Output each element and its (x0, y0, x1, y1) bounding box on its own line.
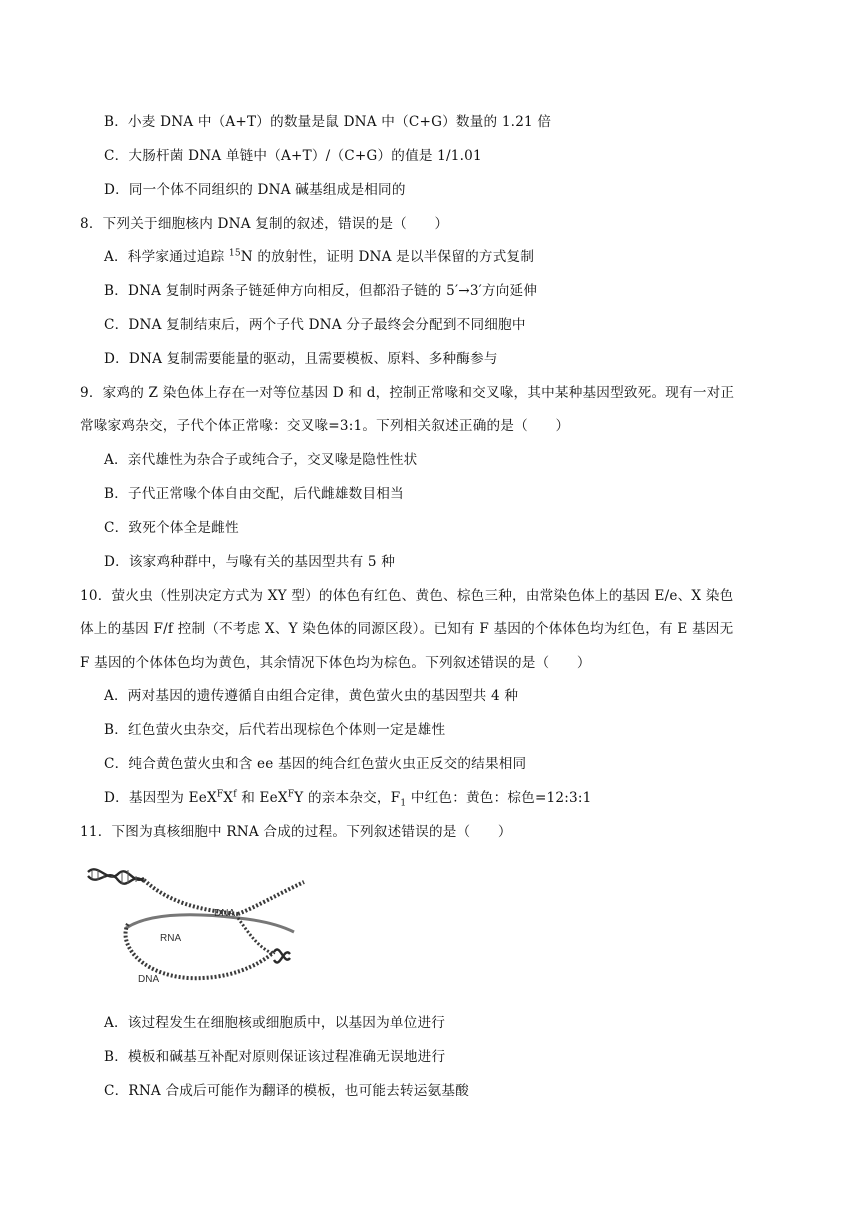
question-8-stem: 8．下列关于细胞核内 DNA 复制的叙述，错误的是（ ） (80, 216, 449, 232)
q11-option-b: B．模板和碱基互补配对原则保证该过程准确无误地进行 (104, 1049, 446, 1065)
transcription-diagram (78, 862, 308, 992)
question-10-stem-line3: F 基因的个体体色均为黄色，其余情况下体色均为棕色。下列叙述错误的是（ ） (80, 655, 591, 671)
q7-option-b: B．小麦 DNA 中（A+T）的数量是鼠 DNA 中（C+G）数量的 1.21 倍 (104, 114, 552, 130)
q11-option-a: A．该过程发生在细胞核或细胞质中，以基因为单位进行 (104, 1015, 446, 1031)
q8-option-b: B．DNA 复制时两条子链延伸方向相反，但都沿子链的 5′→3′方向延伸 (104, 283, 538, 299)
rna-label: RNA (160, 933, 182, 944)
dna-helix-left (88, 869, 144, 884)
q9-option-d: D．该家鸡种群中，与喙有关的基因型共有 5 种 (104, 554, 396, 570)
q11-option-c: C．RNA 合成后可能作为翻译的模板，也可能去转运氨基酸 (104, 1083, 469, 1099)
dna-helix-right (274, 950, 290, 963)
rna-strand (126, 915, 294, 932)
q7-option-d: D．同一个体不同组织的 DNA 碱基组成是相同的 (104, 182, 406, 198)
q10-option-b: B．红色萤火虫杂交，后代若出现棕色个体则一定是雄性 (104, 722, 446, 738)
q10-option-a: A．两对基因的遗传遵循自由组合定律，黄色萤火虫的基因型共 4 种 (104, 688, 519, 704)
q8-option-c: C．DNA 复制结束后，两个子代 DNA 分子最终会分配到不同细胞中 (104, 317, 526, 333)
q8-option-d: D．DNA 复制需要能量的驱动，且需要模板、原料、多种酶参与 (104, 351, 498, 367)
question-10-stem-line2: 体上的基因 F/f 控制（不考虑 X、Y 染色体的同源区段）。已知有 F 基因的个体体色均为红色，有 E 基因无 (80, 621, 734, 637)
question-10-stem-line1: 10．萤火虫（性别决定方式为 XY 型）的体色有红色、黄色、棕色三种，由常染色体上的基因 E/e、X 染色 (80, 588, 734, 604)
q7-option-c: C．大肠杆菌 DNA 单链中（A+T）/（C+G）的值是 1/1.01 (104, 148, 482, 164)
q8-option-a: A．科学家通过追踪 $^{15}$N 的放射性，证明 DNA 是以半保留的方式复制 (104, 248, 535, 265)
dna-label-top: DNA (214, 908, 236, 919)
question-9-stem-line1: 9．家鸡的 Z 染色体上存在一对等位基因 D 和 d，控制正常喙和交叉喙，其中某种基因型致死。现有一对正 (80, 385, 735, 401)
q9-option-c: C．致死个体全是雌性 (104, 520, 239, 536)
q10-option-d: D．基因型为 $EeX^FX^f$ 和 EeX$^F$Y 的亲本杂交，$F_1$ 中红色：黄色：棕色=12:3:1 (104, 789, 592, 809)
dna-strand-lower (126, 918, 275, 978)
dna-label-bottom: DNA (138, 974, 160, 985)
q9-option-a: A．亲代雄性为杂合子或纯合子，交叉喙是隐性性状 (104, 452, 418, 468)
question-11-stem: 11．下图为真核细胞中 RNA 合成的过程。下列叙述错误的是（ ） (80, 824, 512, 840)
q10-option-c: C．纯合黄色萤火虫和含 ee 基因的纯合红色萤火虫正反交的结果相同 (104, 756, 527, 772)
q9-option-b: B．子代正常喙个体自由交配，后代雌雄数目相当 (104, 486, 404, 502)
question-9-stem-line2: 常喙家鸡杂交，子代个体正常喙：交叉喙=3:1。下列相关叙述正确的是（ ） (80, 418, 570, 434)
